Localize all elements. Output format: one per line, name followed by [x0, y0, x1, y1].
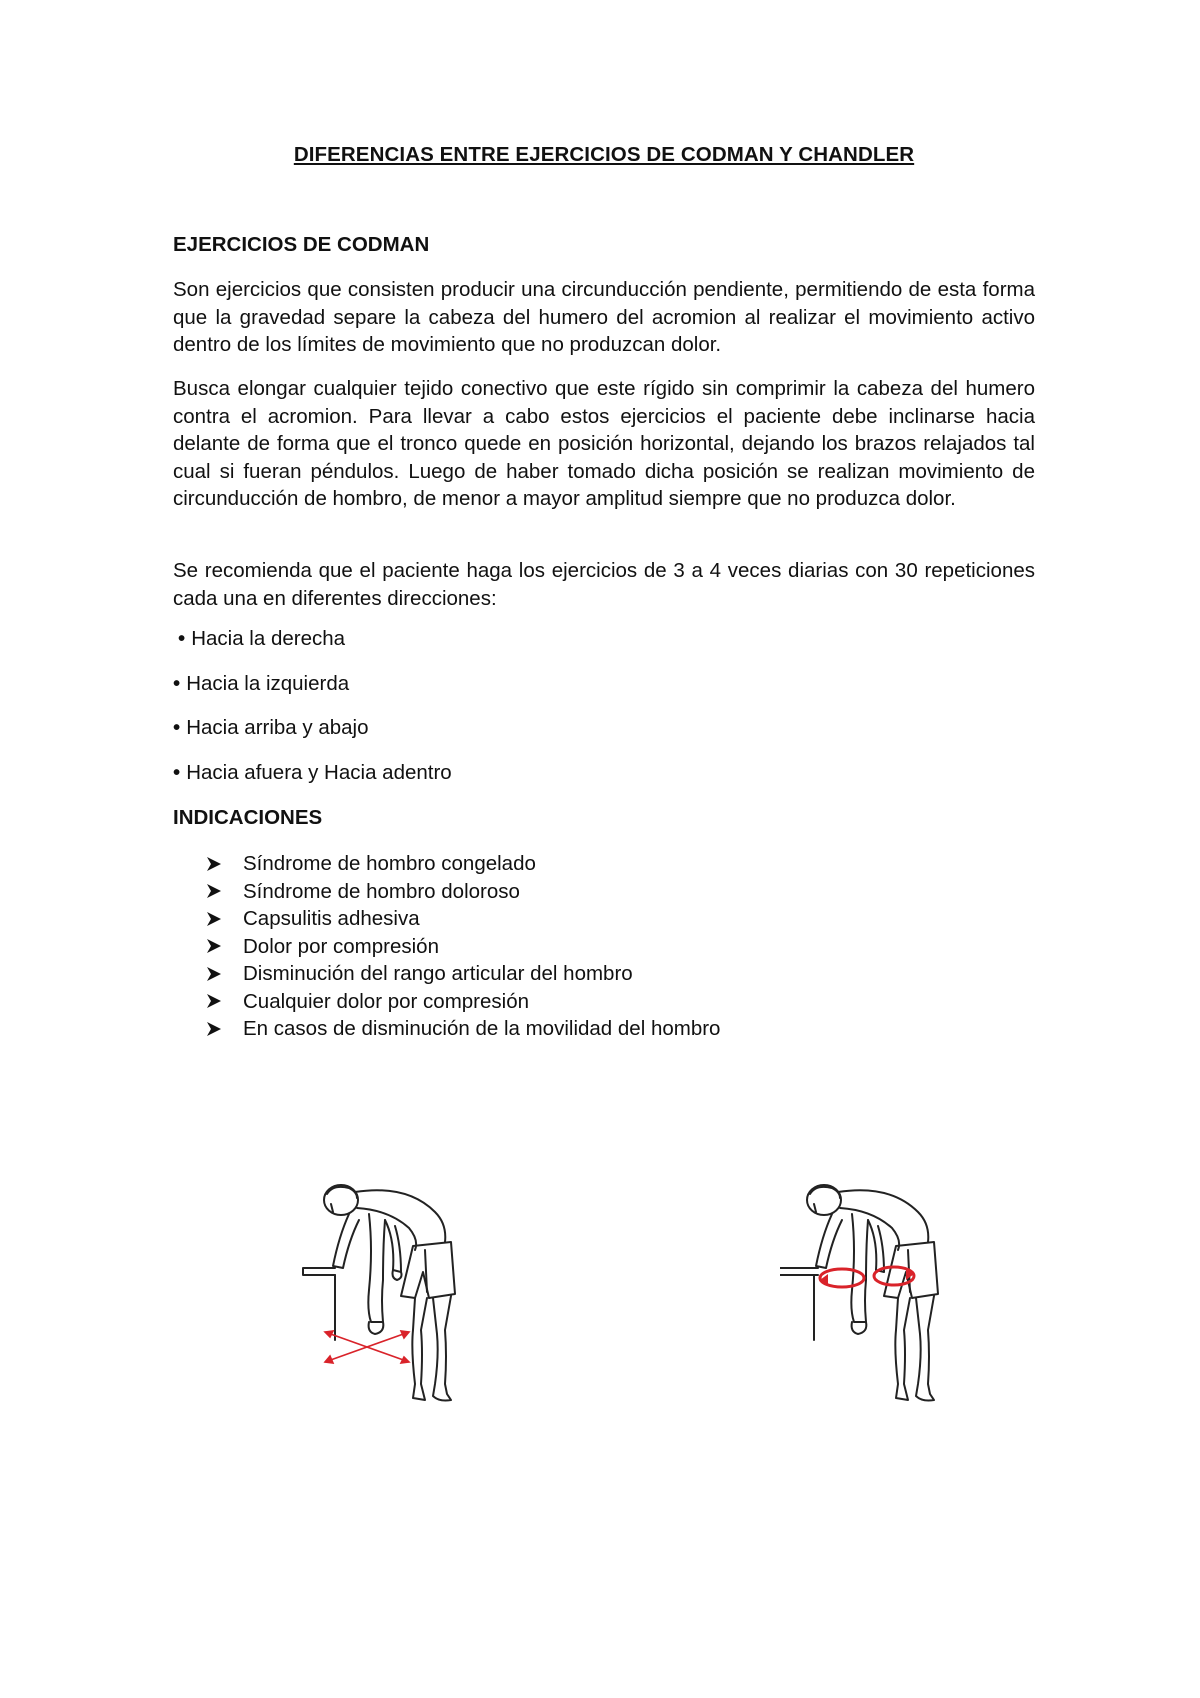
section-heading-indicaciones: INDICACIONES: [173, 806, 323, 829]
pendulum-figure-cross-arrows: [297, 1180, 497, 1410]
arrowhead-bullet-icon: [206, 938, 243, 954]
arrowhead-bullet-icon: [206, 966, 243, 982]
arrowhead-bullet-icon: [206, 1021, 243, 1037]
list-item: • Hacia la izquierda: [173, 671, 350, 695]
list-item: Dolor por compresión: [206, 933, 720, 961]
bullet-icon: •: [173, 760, 181, 784]
paragraph-recommendation: Se recomienda que el paciente haga los ejercicios de 3 a 4 veces diarias con 30 repeticiones cada una en diferentes direcciones:: [173, 559, 1035, 610]
paragraph-procedure: Busca elongar cualquier tejido conectivo que este rígido sin comprimir la cabeza del humero contra el acromion. Para llevar a cabo estos ejercicios el paciente debe inclinarse hacia delante de forma que el tronco quede en posición horizontal, dejando los brazos relajados tal cual si fueran péndulos. Luego de haber tomado dicha posición se realizan movimiento de circunducción de hombro, de menor a mayor amplitud siempre que no produzca dolor.: [173, 377, 1035, 511]
section-heading-codman: EJERCICIOS DE CODMAN: [173, 233, 430, 256]
list-item: En casos de disminución de la movilidad del hombro: [206, 1015, 720, 1043]
indications-list: [206, 850, 720, 1043]
list-item: • Hacia arriba y abajo: [173, 716, 369, 740]
directions-list: [173, 627, 452, 805]
list-item: Cualquier dolor por compresión: [206, 988, 720, 1016]
list-item: Síndrome de hombro doloroso: [206, 878, 720, 906]
arrowhead-bullet-icon: [206, 883, 243, 899]
arrowhead-bullet-icon: [206, 911, 243, 927]
bullet-icon: •: [173, 716, 181, 740]
arrowhead-bullet-icon: [206, 993, 243, 1009]
arrowhead-bullet-icon: [206, 856, 243, 872]
bullet-icon: •: [178, 627, 186, 650]
document-title: DIFERENCIAS ENTRE EJERCICIOS DE CODMAN Y CHANDLER: [293, 143, 915, 166]
list-item: • Hacia afuera y Hacia adentro: [173, 760, 452, 784]
paragraph-definition: Son ejercicios que consisten producir una circunducción pendiente, permitiendo de esta forma que la gravedad separe la cabeza del humero del acromion al realizar el movimiento activo dentro de los límites de movimiento que no produzcan dolor.: [173, 278, 1035, 357]
list-item: Capsulitis adhesiva: [206, 905, 720, 933]
list-item: Síndrome de hombro congelado: [206, 850, 720, 878]
bullet-icon: •: [173, 671, 181, 695]
list-item: • Hacia la derecha: [178, 627, 346, 650]
pendulum-figure-circular-arrows: [780, 1180, 980, 1410]
list-item: Disminución del rango articular del hombro: [206, 960, 720, 988]
